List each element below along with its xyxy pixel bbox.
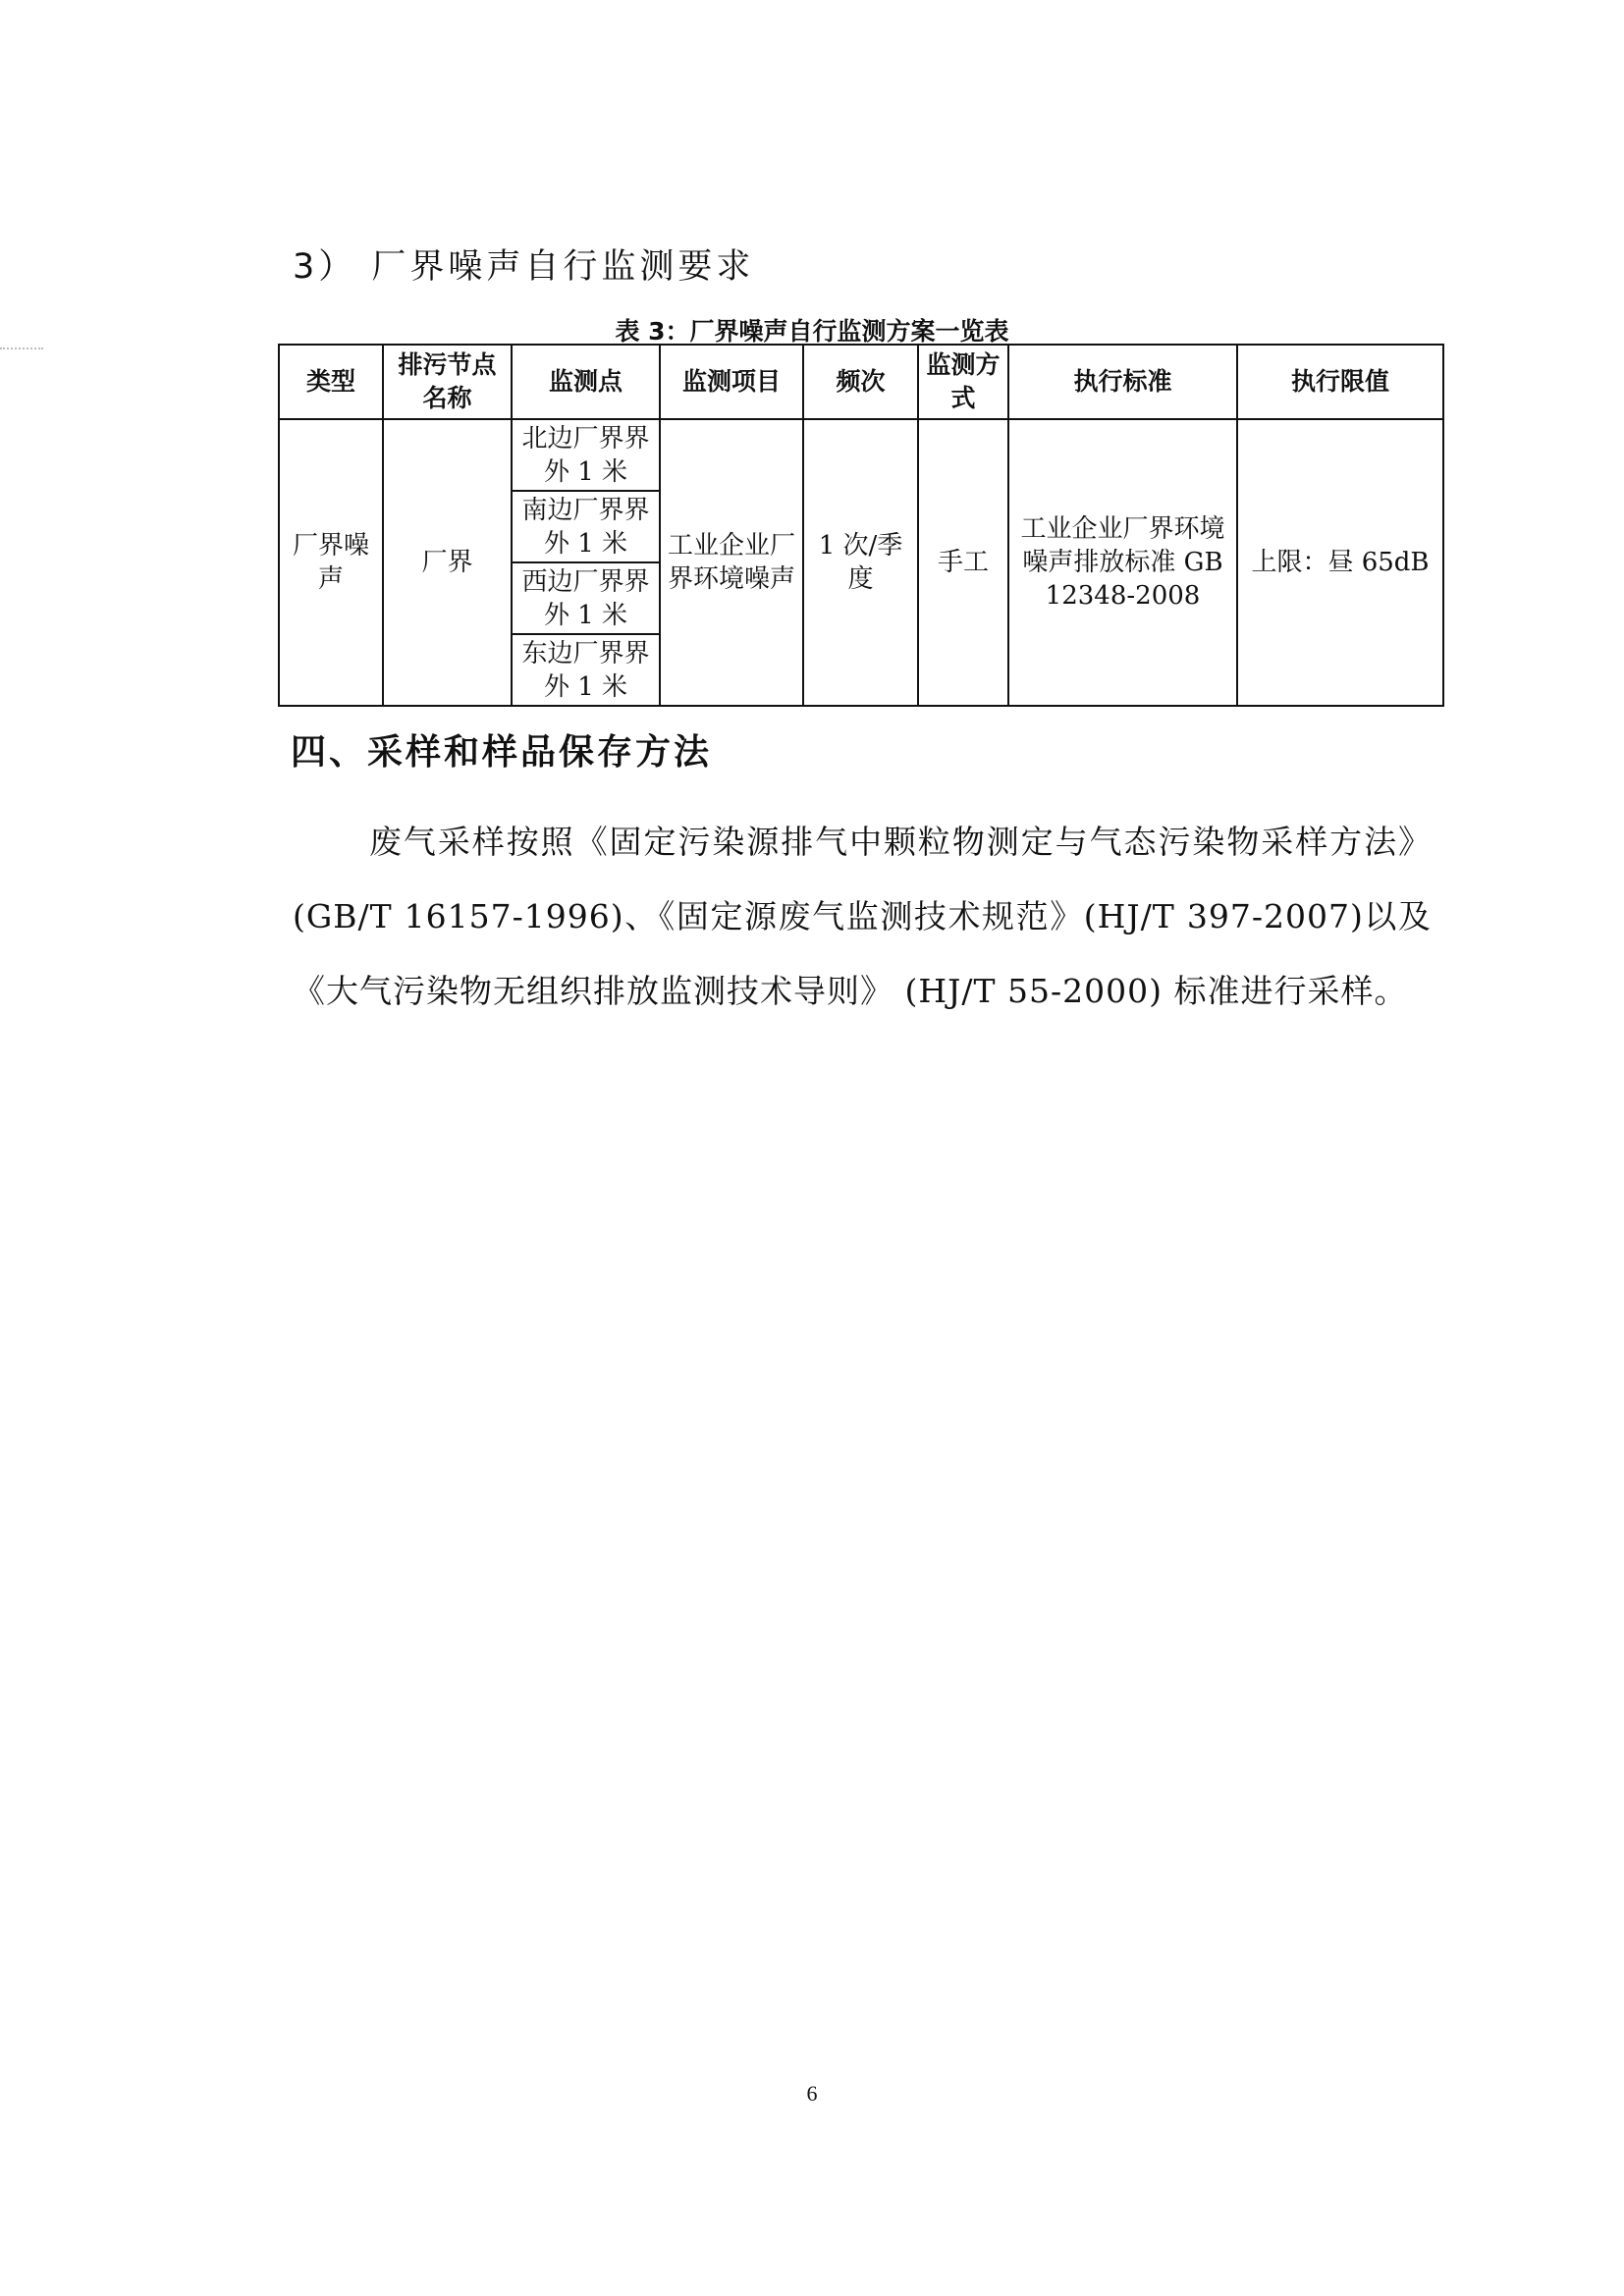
header-type: 类型 [279,345,383,419]
cell-frequency: 1 次/季度 [803,419,918,706]
table-header-row [279,345,1443,419]
cell-point-west: 西边厂界界外 1 米 [512,562,660,634]
cell-standard: 工业企业厂界环境噪声排放标准 GB 12348-2008 [1008,419,1237,706]
cell-method: 手工 [918,419,1008,706]
cell-point-east: 东边厂界界外 1 米 [512,634,660,706]
cell-type: 厂界噪声 [279,419,383,706]
table-caption: 表 3：厂界噪声自行监测方案一览表 [615,317,1009,346]
header-frequency: 频次 [803,345,918,419]
cell-point-north: 北边厂界界外 1 米 [512,419,660,491]
scan-edge-mark [0,347,43,349]
page-number: 6 [806,2081,818,2106]
header-standard: 执行标准 [1008,345,1237,419]
cell-limit: 上限：昼 65dB [1237,419,1443,706]
header-monitoring-point: 监测点 [512,345,660,419]
section-heading: 四、采样和样品保存方法 [291,732,713,773]
header-monitoring-item: 监测项目 [660,345,803,419]
sub-heading: 3） 厂界噪声自行监测要求 [293,247,755,287]
table-row [279,419,1443,491]
noise-monitoring-table [278,344,1444,707]
header-limit: 执行限值 [1237,345,1443,419]
cell-point-south: 南边厂界界外 1 米 [512,491,660,562]
body-paragraph: 废气采样按照《固定污染源排气中颗粒物测定与气态污染物采样方法》(GB/T 16157-1996)、《固定源废气监测技术规范》(HJ/T 397-2007)以及《大气污染物无组织排放监测技术导则》 (HJ/T 55-2000) 标准进行采样。 [293,823,1432,1010]
cell-node-name: 厂界 [383,419,512,706]
cell-item: 工业企业厂界环境噪声 [660,419,803,706]
header-node-name: 排污节点名称 [383,345,512,419]
header-method: 监测方式 [918,345,1008,419]
